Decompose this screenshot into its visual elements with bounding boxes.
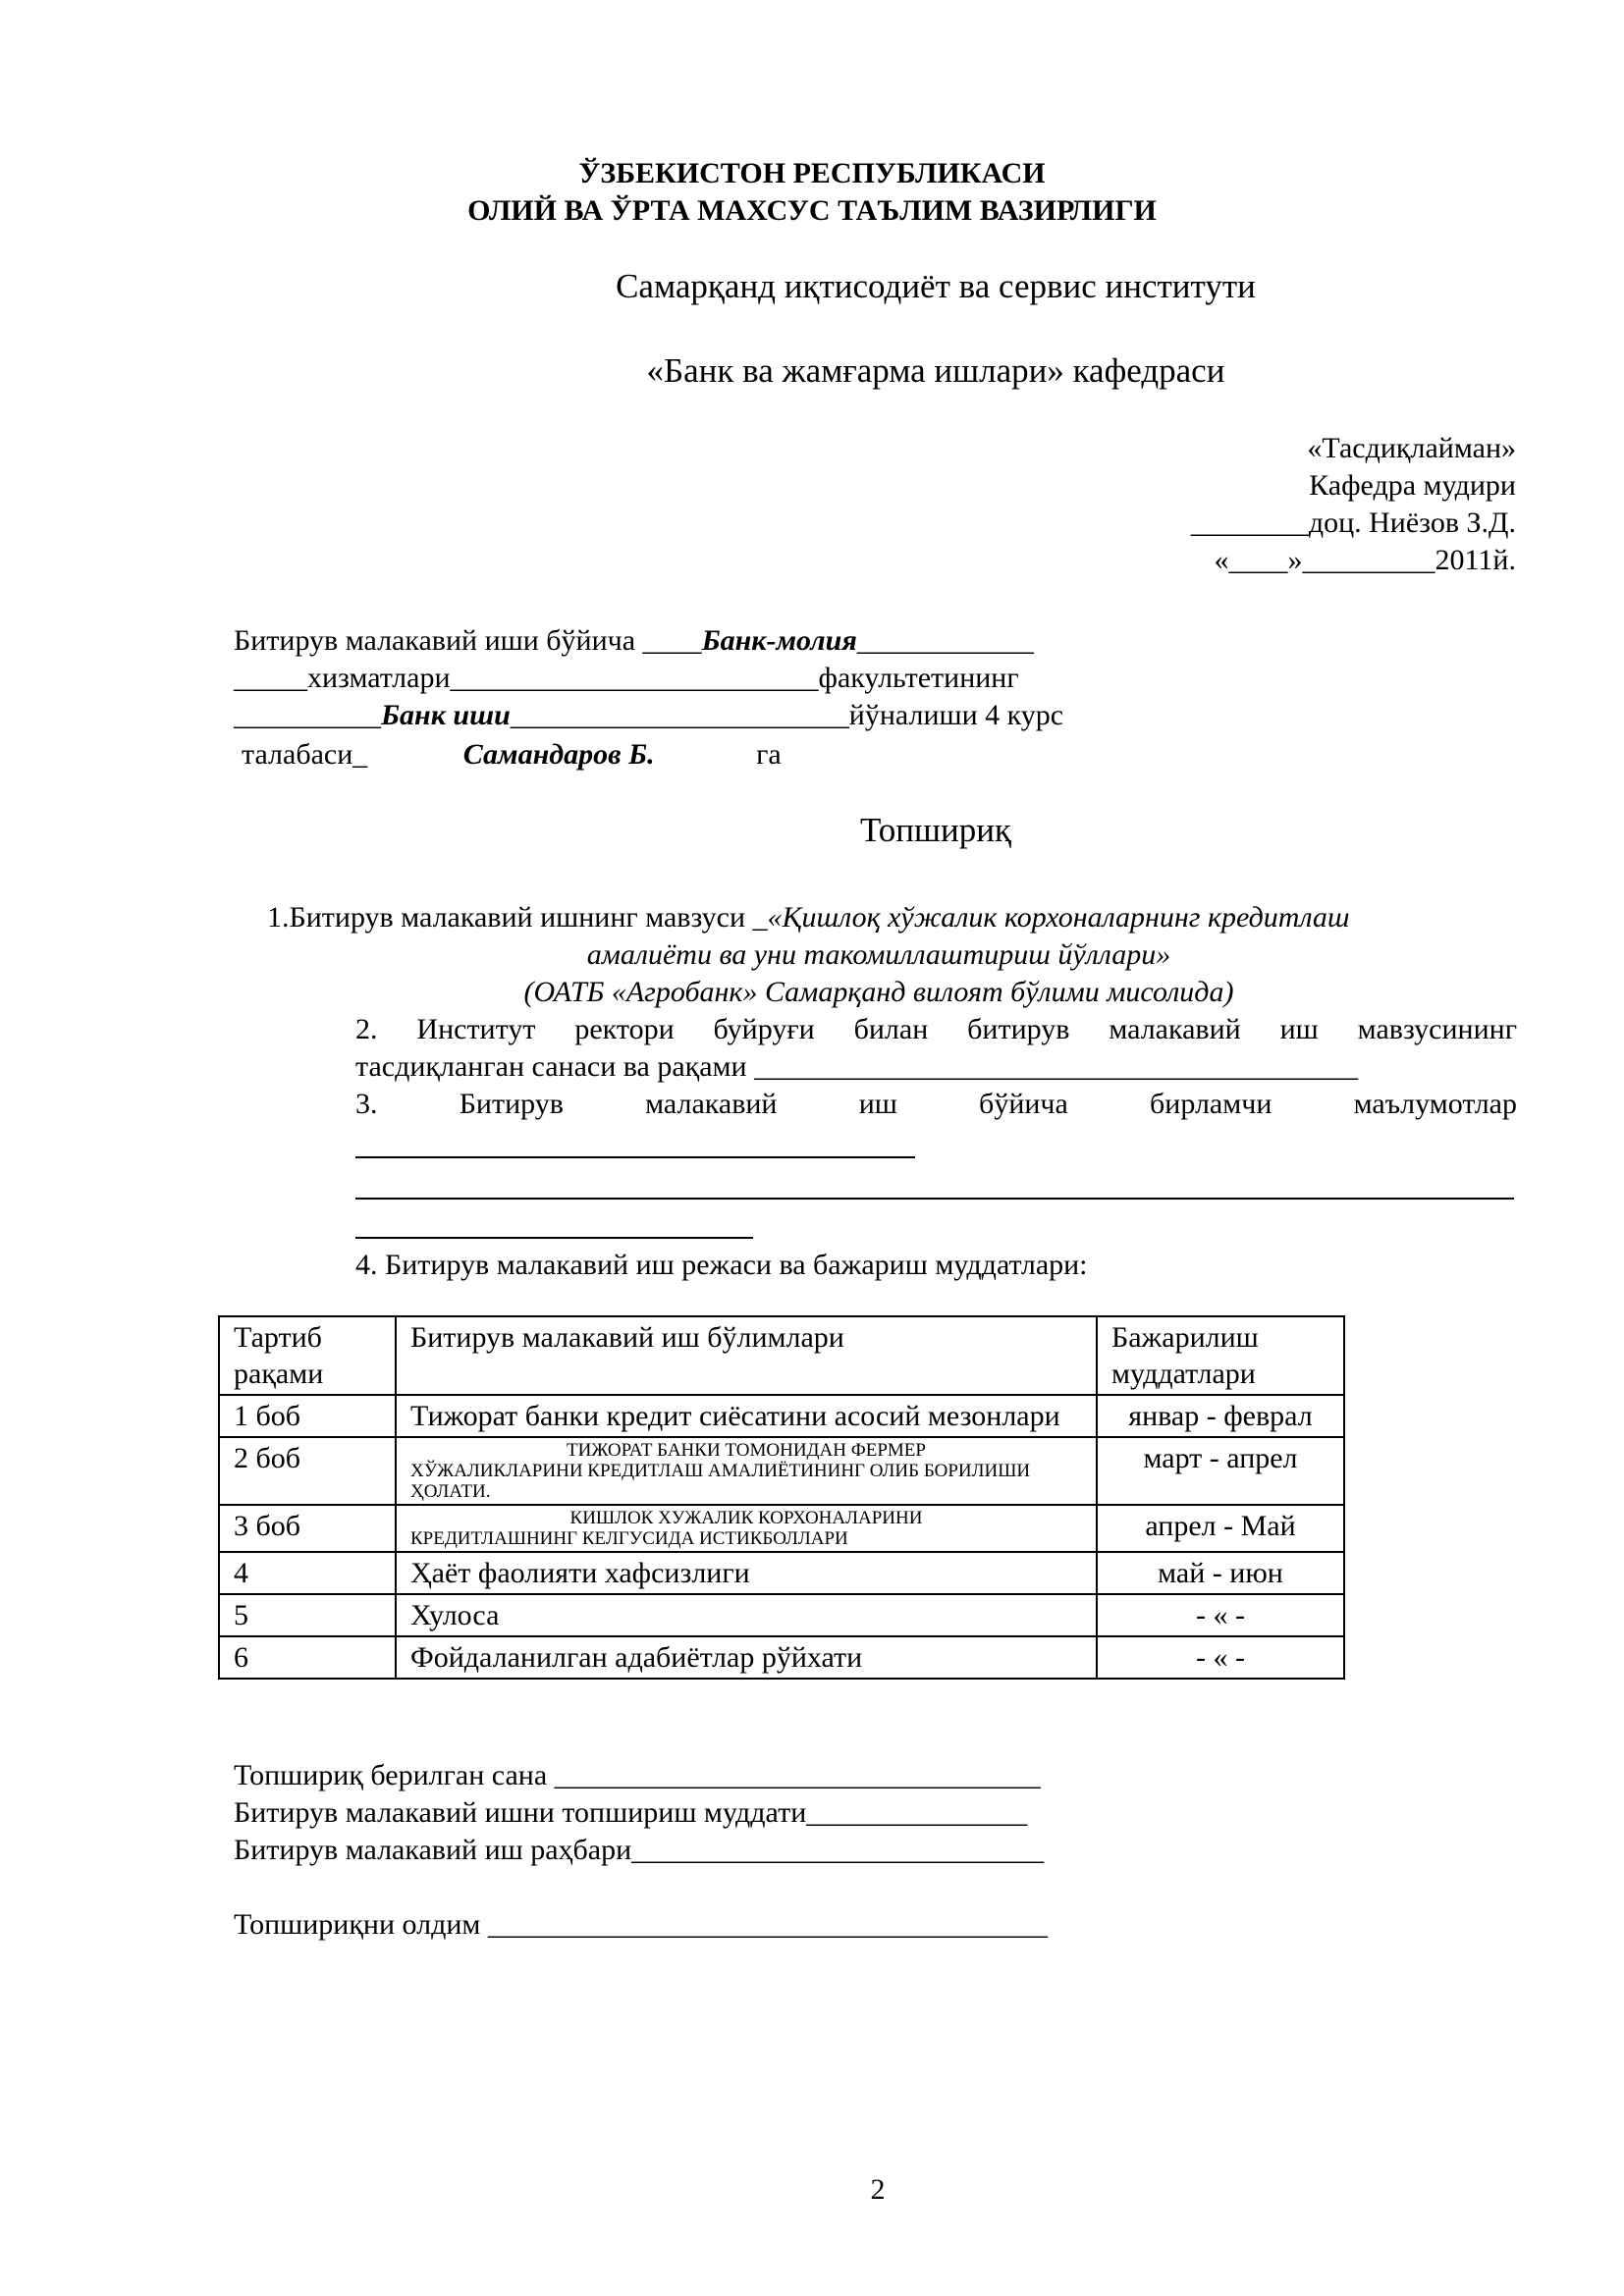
student-line-direction <box>234 699 1063 732</box>
row-section-line-a: ТИЖОРАТ БАНКИ ТОМОНИДАН ФЕРМЕР <box>567 1440 926 1461</box>
row-term: май - июн <box>1097 1552 1344 1594</box>
row-number: 2 боб <box>219 1437 396 1505</box>
row-number: 6 <box>219 1636 396 1679</box>
ministry-country: ЎЗБЕКИСТОН РЕСПУБЛИКАСИ <box>578 157 1046 189</box>
student-line4-prefix: талабаси_ <box>242 738 368 771</box>
student-name: Самандаров Б. <box>462 738 655 771</box>
given-date-field: Топшириқ берилган сана _________________________________ <box>234 1759 1041 1791</box>
header-section: Битирув малакавий иш бўлимлари <box>396 1316 1097 1395</box>
task-item3-blank-1 <box>355 1156 915 1158</box>
deadline-field: Битирув малакавий ишни топшириш муддати_______________ <box>234 1796 1028 1829</box>
row-section-line-a: КИШЛОК ХУЖАЛИК КОРХОНАЛАРИНИ <box>569 1508 923 1528</box>
table-row <box>219 1552 1344 1594</box>
row-term: - « - <box>1097 1636 1344 1679</box>
task-item4: 4. Битирув малакавий иш режаси ва бажариш муддатлари: <box>355 1249 1088 1281</box>
student-line3-prefix: __________ <box>234 699 381 731</box>
row-section-line-b: ХЎЖАЛИКЛАРИНИ КРЕДИТЛАШ АМАЛИЁТИНИНГ ОЛИБ БОРИЛИШИ ҲОЛАТИ. <box>410 1461 1031 1502</box>
approval-signature: ________доц. Ниёзов З.Д. <box>1190 507 1516 539</box>
department-name: «Банк ва жамғарма ишлари» кафедраси <box>646 351 1225 390</box>
task-item2-line2: тасдиқланган санаси ва рақами _________________________________________ <box>355 1050 1359 1083</box>
faculty-value: Банк-молия <box>701 624 857 657</box>
row-section: Хулоса <box>396 1594 1097 1636</box>
institute-name: Самарқанд иқтисодиёт ва сервис институти <box>616 267 1256 305</box>
row-number: 5 <box>219 1594 396 1636</box>
task-item3-blank-3 <box>355 1237 753 1239</box>
header-term: Бажарилиш муддатлари <box>1097 1316 1344 1395</box>
student-line-services: _____хизматлари_________________________факультетининг <box>234 662 1019 694</box>
table-row <box>219 1505 1344 1552</box>
row-number: 4 <box>219 1552 396 1594</box>
table-row <box>219 1594 1344 1636</box>
task-item2-line1: 2. Институт ректори буйруғи билан битирув малакавий иш мавзусининг <box>355 1013 1517 1045</box>
table-header-row <box>219 1316 1344 1395</box>
row-section: Фойдаланилган адабиётлар рўйхати <box>396 1636 1097 1679</box>
task-item1-topic-a: «Қишлоқ хўжалик корхоналарнинг кредитлаш <box>767 901 1350 934</box>
student-line4-suffix: га <box>756 738 782 771</box>
received-field: Топшириқни олдим ______________________________________ <box>234 1908 1048 1941</box>
student-line3-suffix: _______________________йўналиши 4 курс <box>510 699 1064 731</box>
table-row <box>219 1395 1344 1437</box>
row-section <box>396 1437 1097 1505</box>
task-item1-topic-c: (ОАТБ «Агробанк» Самарқанд вилоят бўлими мисолида) <box>523 976 1234 1008</box>
approval-date: «____»_________2011й. <box>1214 544 1516 576</box>
supervisor-field: Битирув малакавий иш раҳбари____________________________ <box>234 1834 1045 1866</box>
approval-position: Кафедра мудири <box>1309 469 1516 502</box>
row-term: апрел - Май <box>1097 1505 1344 1552</box>
page-number: 2 <box>870 2173 886 2206</box>
task-item1-topic-b: амалиёти ва уни такомиллаштириш йўллари» <box>586 938 1171 971</box>
student-line-faculty <box>234 624 1034 658</box>
student-line1-prefix: Битирув малакавий иши бўйича ____ <box>234 624 702 657</box>
row-term: - « - <box>1097 1594 1344 1636</box>
row-term: январ - феврал <box>1097 1395 1344 1437</box>
approval-title: «Тасдиқлайман» <box>1307 432 1516 464</box>
task-item3-line1: 3. Битирув малакавий иш бўйича бирламчи маълумотлар <box>355 1088 1517 1120</box>
row-section <box>396 1505 1097 1552</box>
row-number: 3 боб <box>219 1505 396 1552</box>
row-section: Ҳаёт фаолияти хафсизлиги <box>396 1552 1097 1594</box>
row-term: март - апрел <box>1097 1437 1344 1505</box>
ministry-name: ОЛИЙ ВА ЎРТА МАХСУС ТАЪЛИМ ВАЗИРЛИГИ <box>467 194 1157 227</box>
row-section-line-b: КРЕДИТЛАШНИНГ КЕЛГУСИДА ИСТИКБОЛЛАРИ <box>410 1528 848 1549</box>
plan-table <box>218 1315 1345 1680</box>
direction-value: Банк иши <box>381 699 511 731</box>
header-order: Тартиб рақами <box>219 1316 396 1395</box>
task-item3-blank-2 <box>355 1198 1514 1200</box>
row-section: Тижорат банки кредит сиёсатини асосий мезонлари <box>396 1395 1097 1437</box>
task-item1-line1 <box>267 901 1350 934</box>
row-number: 1 боб <box>219 1395 396 1437</box>
student-line-name <box>242 738 782 772</box>
task-title: Топшириқ <box>860 811 1011 849</box>
task-item1-prefix: 1.Битирув малакавий ишнинг мавзуси _ <box>267 901 768 934</box>
student-line1-suffix: ____________ <box>856 624 1034 657</box>
table-row <box>219 1437 1344 1505</box>
table-row <box>219 1636 1344 1679</box>
